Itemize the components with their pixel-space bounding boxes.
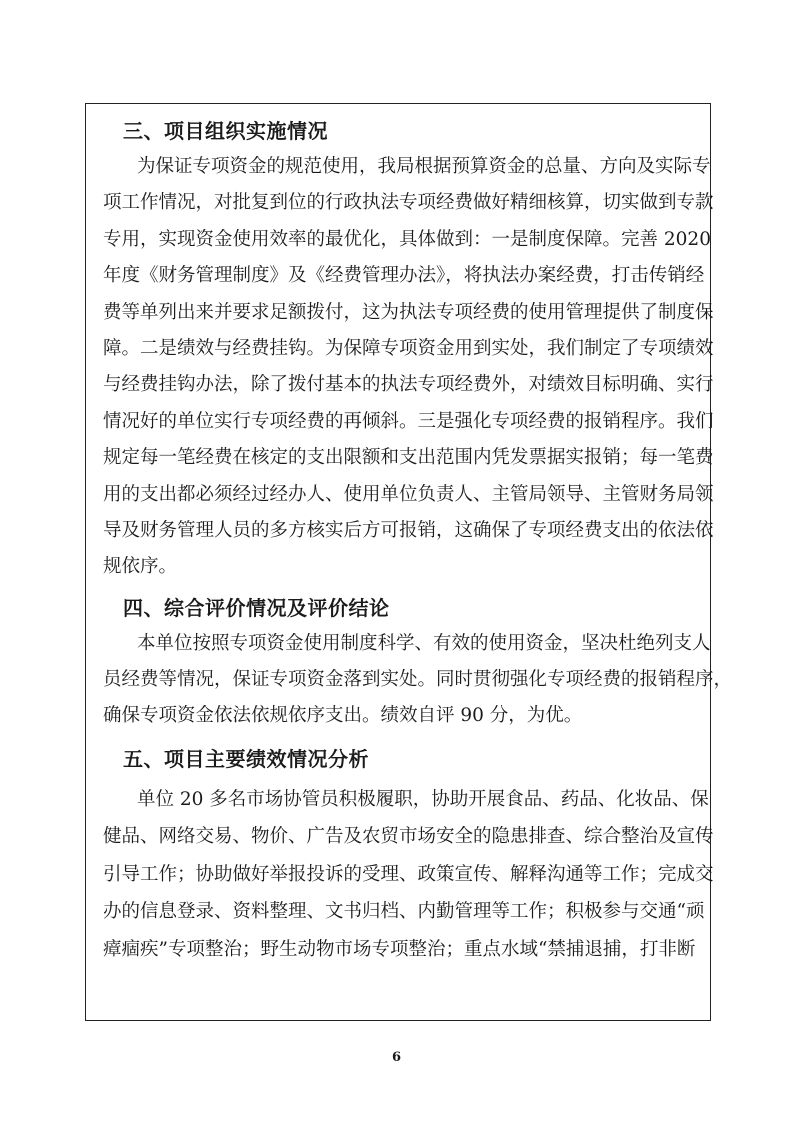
text-line: 专用，实现资金使用效率的最优化，具体做到：一是制度保障。完善 2020 xyxy=(103,228,711,250)
text-line: 与经费挂钩办法，除了拨付基本的执法专项经费外，对绩效目标明确、实行 xyxy=(103,374,714,396)
text-line: 单位 20 多名市场协管员积极履职，协助开展食品、药品、化妆品、保 xyxy=(137,788,709,810)
text-line: 年度《财务管理制度》及《经费管理办法》，将执法办案经费，打击传销经 xyxy=(103,265,705,287)
document-body xyxy=(103,113,733,968)
text-line: 瘴痼疾”专项整治；野生动物市场专项整治；重点水域“禁捕退捕，打非断 xyxy=(103,938,696,960)
text-line: 情况好的单位实行专项经费的再倾斜。三是强化专项经费的报销程序。我们 xyxy=(103,410,714,432)
text-line: 用的支出都必须经过经办人、使用单位负责人、主管局领导、主管财务局领 xyxy=(103,483,714,505)
text-line: 员经费等情况，保证专项资金落到实处。同时贯彻强化专项经费的报销程序， xyxy=(103,669,733,691)
text-line: 引导工作；协助做好举报投诉的受理、政策宣传、解释沟通等工作；完成交 xyxy=(103,863,714,885)
page-number: 6 xyxy=(391,1050,402,1065)
section-heading-4: 四、综合评价情况及评价结论 xyxy=(123,595,390,620)
text-line: 健品、网络交易、物价、广告及农贸市场安全的隐患排查、综合整治及宣传 xyxy=(103,826,714,848)
text-line: 项工作情况，对批复到位的行政执法专项经费做好精细核算，切实做到专款 xyxy=(103,192,714,214)
section-body-5 xyxy=(103,781,714,969)
section-heading-3: 三、项目组织实施情况 xyxy=(123,119,328,143)
text-line: 障。二是绩效与经费挂钩。为保障专项资金用到实处，我们制定了专项绩效 xyxy=(103,337,714,359)
text-line: 规定每一笔经费在核定的支出限额和支出范围内凭发票据实报销；每一笔费 xyxy=(103,447,714,469)
text-line: 本单位按照专项资金使用制度科学、有效的使用资金，坚决杜绝列支人 xyxy=(137,632,711,654)
section-heading-5: 五、项目主要绩效情况分析 xyxy=(123,746,369,771)
section-body-3 xyxy=(103,149,714,586)
text-line: 导及财务管理人员的多方核实后方可报销，这确保了专项经费支出的依法依 xyxy=(103,519,714,541)
text-line: 为保证专项资金的规范使用，我局根据预算资金的总量、方向及实际专 xyxy=(137,156,711,177)
text-line: 规依序。 xyxy=(103,556,178,578)
section-body-4 xyxy=(103,626,733,735)
text-line: 费等单列出来并要求足额拨付，这为执法专项经费的使用管理提供了制度保 xyxy=(103,301,714,323)
text-line: 确保专项资金依法依规依序支出。绩效自评 90 分，为优。 xyxy=(103,705,583,727)
text-line: 办的信息登录、资料整理、文书归档、内勤管理等工作；积极参与交通“顽 xyxy=(103,901,705,923)
